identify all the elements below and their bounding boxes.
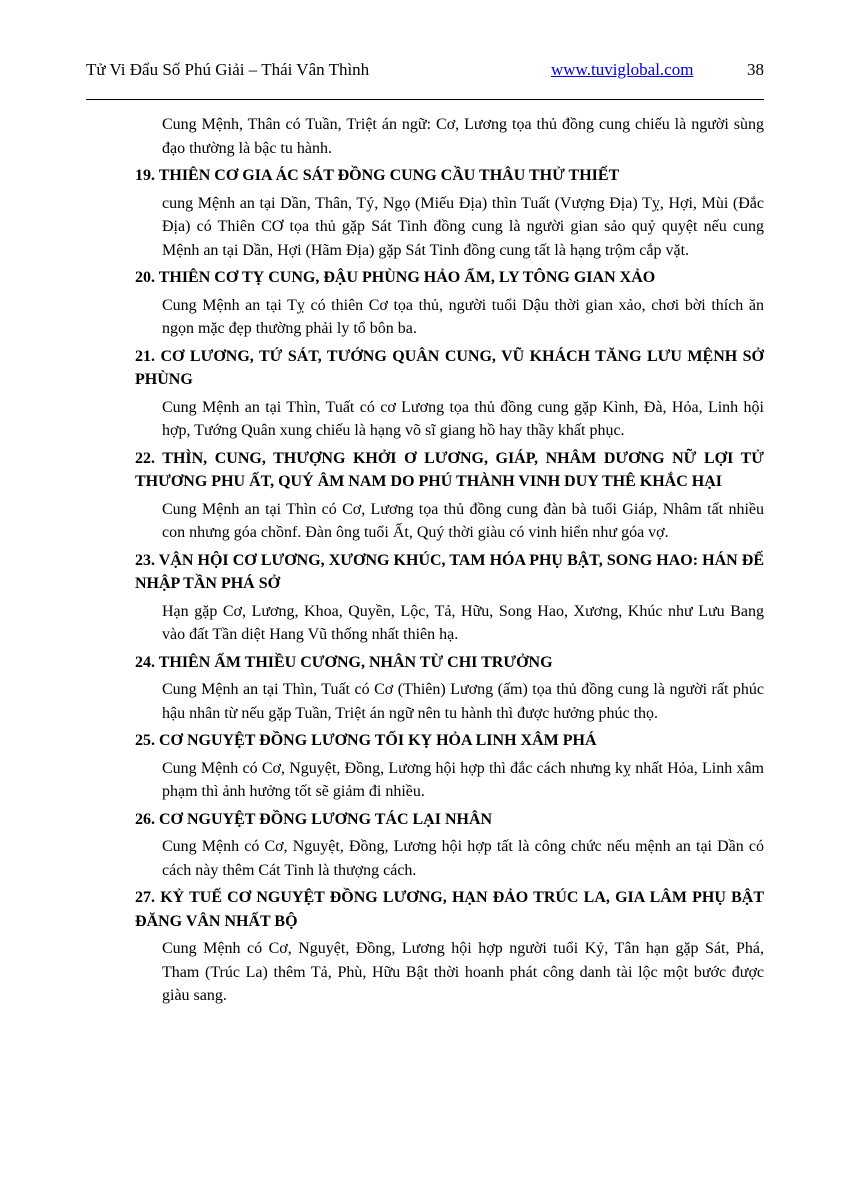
section-heading: 25. CƠ NGUYỆT ĐỒNG LƯƠNG TỐI KỴ HỎA LINH XÂM PHÁ [135,732,597,749]
document-title: Tử Vi Đẩu Số Phú Giải – Thái Vân Thình [86,60,370,79]
section-heading: 21. CƠ LƯƠNG, TỨ SÁT, TƯỚNG QUÂN CUNG, VŨ KHÁCH TĂNG LƯU MỆNH SỞ PHÙNG [135,347,764,388]
section-body: Cung Mệnh an tại Tỵ có thiên Cơ tọa thủ, người tuổi Dậu thời gian xảo, chơi bời thích ăn ngọn mặc đẹp thường phải ly tổ bôn ba. [162,296,764,337]
page-header [86,58,764,88]
section-25 [135,729,764,804]
section-23 [135,549,764,647]
section-body: Cung Mệnh có Cơ, Nguyệt, Đồng, Lương hội hợp thì đắc cách nhưng kỵ nhất Hỏa, Linh xâm phạm thì ảnh hưởng tốt sẽ giảm đi nhiều. [162,759,764,800]
section-heading: 26. CƠ NGUYỆT ĐỒNG LƯƠNG TÁC LẠI NHÂN [135,810,493,828]
section-body: Cung Mệnh an tại Thìn, Tuất có cơ Lương tọa thủ đồng cung gặp Kình, Đà, Hỏa, Linh hội hợp, Tướng Quân xung chiếu là hạng võ sĩ giang hồ hay thầy khất phục. [162,398,764,439]
section-body: Cung Mệnh có Cơ, Nguyệt, Đồng, Lương hội hợp tất là công chức nếu mệnh an tại Dần có cách này thêm Cát Tinh là thượng cách. [162,838,764,879]
section-20 [135,266,764,341]
section-22 [135,447,764,545]
section-body: Cung Mệnh có Cơ, Nguyệt, Đồng, Lương hội hợp người tuổi Kỷ, Tân hạn gặp Sát, Phá, Tham (Trúc La) thêm Tả, Phù, Hữu Bật thời hoanh phát công danh tài lộc một bước được giàu sang. [162,940,764,1004]
section-heading: 23. VẬN HỘI CƠ LƯƠNG, XƯƠNG KHÚC, TAM HÓA PHỤ BẬT, SONG HAO: HÁN ĐẾ NHẬP TẦN PHÁ SỞ [135,551,764,592]
section-26 [135,808,764,883]
page-number: 38 [747,60,764,79]
section-21 [135,345,764,443]
section-body: cung Mệnh an tại Dần, Thân, Tý, Ngọ (Miếu Địa) thìn Tuất (Vượng Địa) Tỵ, Hợi, Mùi (Đắc Địa) có Thiên CƠ tọa thủ gặp Sát Tinh đồng cung là người gian sảo quỷ quyệt nếu cung Mệnh an tại Dần, Hợi (Hãm Địa) gặp Sát Tinh đồng cung tất là hạng trộm cắp vặt. [162,194,764,259]
section-heading: 24. THIÊN ẤM THIỀU CƯƠNG, NHÂN TỪ CHI TRƯỞNG [135,653,553,671]
section-24 [135,651,764,726]
section-heading: 19. THIÊN CƠ GIA ÁC SÁT ĐỒNG CUNG CẦU THÂU THỬ THIẾT [135,167,620,184]
header-divider [86,99,764,100]
section-body: Cung Mệnh an tại Thìn có Cơ, Lương tọa thủ đồng cung đàn bà tuổi Giáp, Nhâm tất nhiều con nhưng góa chồnf. Đàn ông tuổi Ất, Quý thời giàu có vinh hiển như góa vợ. [162,500,764,541]
section-heading: 20. THIÊN CƠ TỴ CUNG, ĐẬU PHÙNG HẢO ẨM, LY TÔNG GIAN XẢO [135,269,656,286]
section-body: Cung Mệnh an tại Thìn, Tuất có Cơ (Thiên) Lương (ấm) tọa thủ đồng cung là người rất phúc hậu nhân từ nếu gặp Tuần, Triệt án ngữ nên tu hành thì được hưởng phúc thọ. [162,681,764,722]
section-body: Hạn gặp Cơ, Lương, Khoa, Quyền, Lộc, Tả, Hữu, Song Hao, Xương, Khúc như Lưu Bang vào đất Tần diệt Hang Vũ thống nhất thiên hạ. [162,602,764,643]
section-19 [135,164,764,262]
page-content [135,113,764,1008]
intro-paragraph: Cung Mệnh, Thân có Tuần, Triệt án ngữ: Cơ, Lương tọa thủ đồng cung chiếu là người sùng đạo thường là bậc tu hành. [162,116,764,157]
website-link[interactable]: www.tuviglobal.com [551,60,694,79]
section-27 [135,886,764,1008]
section-heading: 22. THÌN, CUNG, THƯỢNG KHỞI Ơ LƯƠNG, GIÁP, NHÂM DƯƠNG NỮ LỢI TỬ THƯƠNG PHU ẤT, QUÝ ÂM NAM DO PHÚ THÀNH VINH DUY THÊ KHẮC HẠI [135,449,764,490]
section-heading: 27. KỶ TUẾ CƠ NGUYỆT ĐỒNG LƯƠNG, HẠN ĐẢO TRÚC LA, GIA LÂM PHỤ BẬT ĐĂNG VÂN NHẤT BỘ [135,889,764,930]
